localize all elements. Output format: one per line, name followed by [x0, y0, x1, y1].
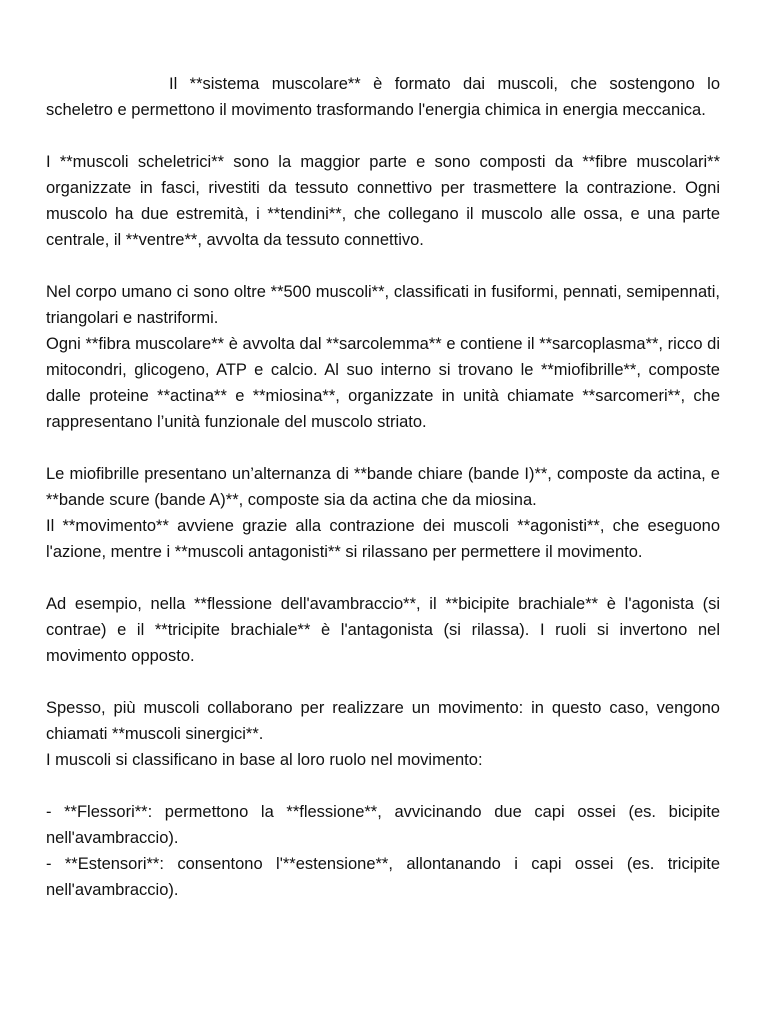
paragraph-skeletal-muscles: I **muscoli scheletrici** sono la maggior parte e sono composti da **fibre muscolari** organizzate in fasci, rivestiti da tessuto connettivo per trasmettere la contrazione. Ogni muscolo ha due estremità, i **tendini**, che collegano il muscolo alle ossa, e una parte centrale, il **ventre**, avvolta da tessuto connettivo.: [46, 153, 720, 249]
paragraph-muscle-count: Nel corpo umano ci sono oltre **500 muscoli**, classificati in fusiformi, pennati, semipennati, triangolari e nastriformi.: [46, 283, 720, 327]
paragraph-classification: I muscoli si classificano in base al loro ruolo nel movimento:: [46, 751, 483, 769]
paragraph-synergic: Spesso, più muscoli collaborano per realizzare un movimento: in questo caso, vengono chiamati **muscoli sinergici**.: [46, 699, 720, 743]
paragraph-intro: Il **sistema muscolare** è formato dai muscoli, che sostengono lo scheletro e permettono il movimento trasformando l'energia chimica in energia meccanica.: [46, 75, 720, 119]
paragraph-muscle-fiber: Ogni **fibra muscolare** è avvolta dal **sarcolemma** e contiene il **sarcoplasma**, ricco di mitocondri, glicogeno, ATP e calcio. Al suo interno si trovano le **miofibrille**, composte dalle proteine **actina** e **miosina**, organizzate in unità chiamate **sarcomeri**, che rappresentano l’unità funzionale del muscolo striato.: [46, 335, 720, 431]
paragraph-example: Ad esempio, nella **flessione dell'avambraccio**, il **bicipite brachiale** è l'agonista (si contrae) e il **tricipite brachiale** è l'antagonista (si rilassa). I ruoli si invertono nel movimento opposto.: [46, 595, 720, 665]
list-item-estensori: - **Estensori**: consentono l'**estensione**, allontanando i capi ossei (es. tricipite nell'avambraccio).: [46, 855, 720, 899]
paragraph-myofibrils: Le miofibrille presentano un’alternanza di **bande chiare (bande I)**, composte da actina, e **bande scure (bande A)**, composte sia da actina che da miosina.: [46, 465, 720, 509]
list-item-flessori: - **Flessori**: permettono la **flessione**, avvicinando due capi ossei (es. bicipite nell'avambraccio).: [46, 803, 720, 847]
paragraph-movement: Il **movimento** avviene grazie alla contrazione dei muscoli **agonisti**, che eseguono l'azione, mentre i **muscoli antagonisti** si rilassano per permettere il movimento.: [46, 517, 720, 561]
document-page: [46, 71, 720, 903]
